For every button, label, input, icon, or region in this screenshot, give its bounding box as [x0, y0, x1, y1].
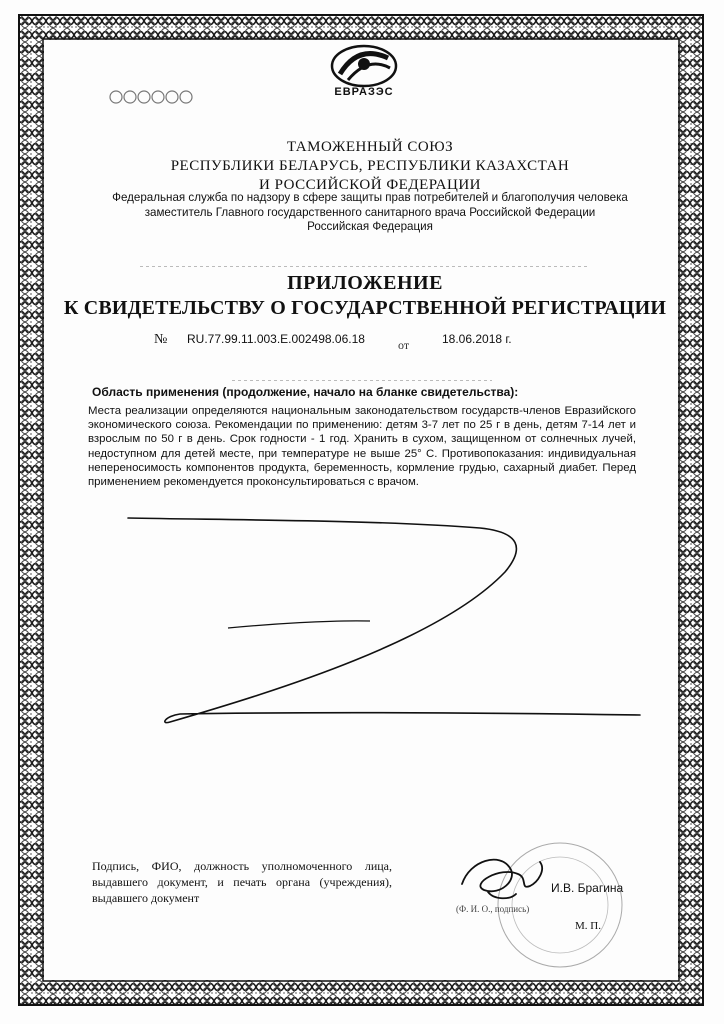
- fio-label: (Ф. И. О., подпись): [456, 904, 530, 914]
- scope-body: Места реализации определяются национальным законодательством государств-членов Евразийского экономического союза. Рекомендации по применению: детям 3-7 лет по 25 г в день, детям 7-14 лет и взрослым по 50 г в день. Срок годности - 1 год. Хранить в сухом, защищенном от солнечных лучей, недоступном для детей месте, при температуре не выше 25° С. Противопоказания: индивидуальная непереносимость компонентов продукта, беременность, кормление грудью, сахарный диабет. Перед применением рекомендуется проконсультироваться с врачом.: [88, 405, 636, 489]
- agency-line-2: заместитель Главного государственного санитарного врача Российской Федерации: [144, 205, 596, 219]
- logo-text: ЕВРАЗЭС: [334, 86, 394, 98]
- registration-number: RU.77.99.11.003.Е.002498.06.18: [187, 332, 365, 346]
- agency-line-3: Российская Федерация: [307, 220, 433, 233]
- number-sign: №: [154, 332, 168, 347]
- from-label: от: [398, 338, 410, 352]
- signature-label: Подпись, ФИО, должность уполномоченного лица, выдавшего документ, и печать органа (учреждения), выдавшего документ: [92, 859, 392, 905]
- document-subtitle: К СВИДЕТЕЛЬСТВУ О ГОСУДАРСТВЕННОЙ РЕГИСТРАЦИИ: [63, 297, 667, 319]
- union-line-1: ТАМОЖЕННЫЙ СОЮЗ: [286, 139, 454, 155]
- union-line-3: И РОССИЙСКОЙ ФЕДЕРАЦИИ: [258, 177, 481, 193]
- mp-label: М. П.: [575, 920, 601, 932]
- union-line-2: РЕСПУБЛИКИ БЕЛАРУСЬ, РЕСПУБЛИКИ КАЗАХСТАН: [170, 158, 570, 174]
- registration-date: 18.06.2018 г.: [442, 332, 512, 346]
- signer-name: И.В. Брагина: [551, 881, 624, 895]
- scope-heading: Область применения (продолжение, начало на бланке свидетельства):: [92, 385, 519, 399]
- agency-line-1: Федеральная служба по надзору в сфере защиты прав потребителей и благополучия человека: [112, 191, 628, 204]
- document-title: ПРИЛОЖЕНИЕ: [287, 272, 443, 294]
